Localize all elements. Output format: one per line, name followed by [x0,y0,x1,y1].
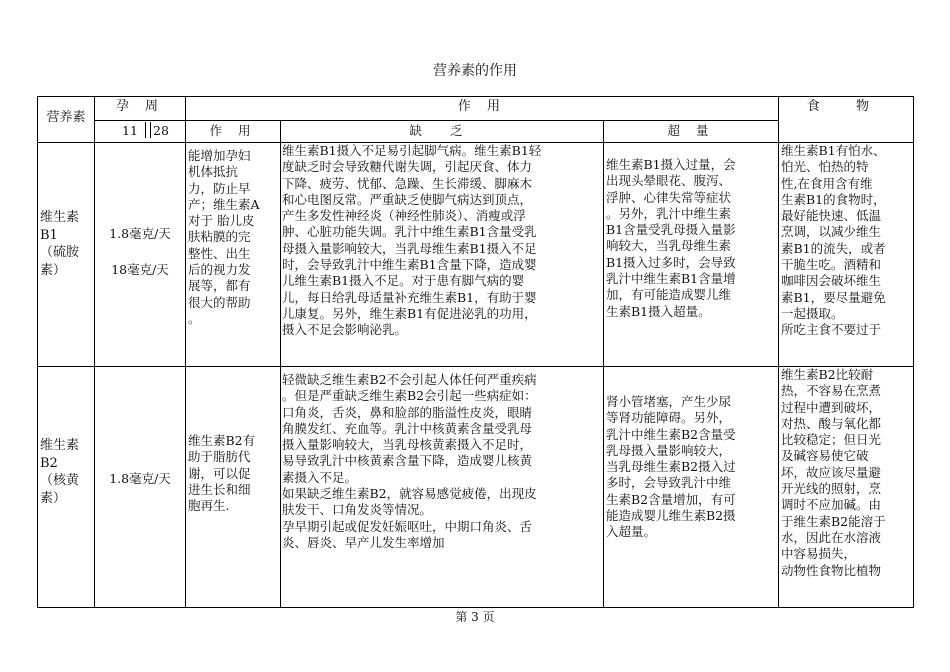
table-row-function: 维生素B2有 助于脂肪代 谢，可以促 进生长和细 胞再生. [188,433,256,514]
header-nutrient: 营养素 [46,110,86,125]
table-rule [280,120,281,608]
header-food: 食 物 [806,99,886,114]
table-row-food: 维生素B1有怕水、 怕光、怕热的特 性,在食用含有维 生素B1的食物时， 最好能快速、低温 烹调，以减少维生 素B1的流失，或者 干脆生吃。酒精和 咖啡因会破坏维生 素B1，要尽量避免 一起摄取。 所吃主食不要过于 [781,143,886,338]
table-row-deficiency: 维生素B1摄入不足易引起脚气病。维生素B1轻 度缺乏时会导致糖代谢失调，引起厌食、体力 下降、疲劳、忧郁、急躁、生长滞缓、脚麻木 和心电图反常。严重缺乏使脚气病达到顶点， 产生多发性神经炎（神经性肺炎）、消瘦或浮 肿、心脏功能失调。乳汁中维生素B1含量受乳 母摄入量影响较大，当乳母维生素B1摄入不足 时，会导致乳汁中维生素B1含量下降，造成婴 儿维生素B1摄入不足。对于患有脚气病的婴 儿，每日给乳母适量补充维生素B1，有助于婴 儿康复。另外，维生素B1有促进泌乳的功用， 摄入不足会影响泌乳。 [282,143,542,338]
table-border-top [37,96,914,97]
header-week-b: 28 [153,123,169,138]
header-pregnancy-week: 孕 周 [115,99,165,114]
table-row-nutrient: 维生素 B2 （核黄 素） [40,438,80,506]
table-row-food: 维生素B2比较耐 热，不容易在烹煮 过程中遭到破坏， 对热、酸与氧化都 比较稳定；但日光 及碱容易使它破 坏，故应该尽量避 开光线的照射，烹 调时不应加碱。由 于维生素B2能溶于 水，因此在水溶液 中容易损失， 动物性食物比植物 [781,367,886,578]
table-row-dose: 1.8毫克/天 [109,471,171,486]
table-row-excess: 维生素B1摄入过量，会 出现头晕眼花、腹泻、 浮肿、心律失常等症状 。另外，乳汁中维生素 B1含量受乳母摄入量影 响较大，当乳母维生素 B1摄入过多时，会导致 乳汁中维生素B1含量增 加，有可能造成婴儿维 生素B1摄入超量。 [606,157,736,319]
table-row-deficiency: 轻微缺乏维生素B2不会引起人体任何严重疾病 。但是严重缺乏维生素B2会引起一些病症如： 口角炎，舌炎，鼻和脸部的脂溢性皮炎，眼睛 角膜发红、充血等。乳汁中核黄素含量受乳母 摄入量影响较大，当乳母核黄素摄入不足时， 易导致乳汁中核黄素含量下降，造成婴儿核黄 素摄入不足。 如果缺乏维生素B2，就容易感觉疲倦，出现皮 肤发干、口角发炎等情况。 孕早期引起或促发妊娠呕吐，中期口角炎、舌 炎、唇炎、早产儿发生率增加 [282,372,537,550]
week-divider [145,122,146,138]
header-function-group: 作 用 [457,99,507,114]
header-sub-function: 作 用 [209,123,257,138]
header-sub-excess: 超 量 [667,123,715,138]
table-row-dose: 1.8毫克/天 [109,226,171,241]
page-number: 第 3 页 [455,610,495,624]
header-sub-deficiency: 缺 乏 [409,123,475,138]
page-title: 营养素的作用 [433,63,517,79]
table-border-left [37,96,38,608]
table-row-excess: 肾小管堵塞，产生少尿 等肾功能障碍。另外， 乳汁中维生素B2含量受 乳母摄入量影响较大， 当乳母维生素B2摄入过 多时，会导致乳汁中维 生素B2含量增加，有可 能造成婴儿维生素B2摄 入超量。 [606,394,736,540]
table-row-dose: 18毫克/天 [111,262,169,277]
table-row-nutrient: 维生素 B1 （硫胺 素） [40,210,80,278]
week-divider [150,122,151,138]
table-border-right [913,96,914,608]
header-week-a: 11 [122,123,138,138]
table-rule [94,120,778,121]
table-rule [778,96,779,608]
table-rule [185,96,186,608]
table-row-function: 能增加孕妇 机体抵抗 力，防止早 产；维生素A 对于 胎儿皮 肤粘膜的完 整性、出生 后的视力发 展等，都有 很大的帮助 。 [188,148,260,326]
table-rule [94,96,95,608]
